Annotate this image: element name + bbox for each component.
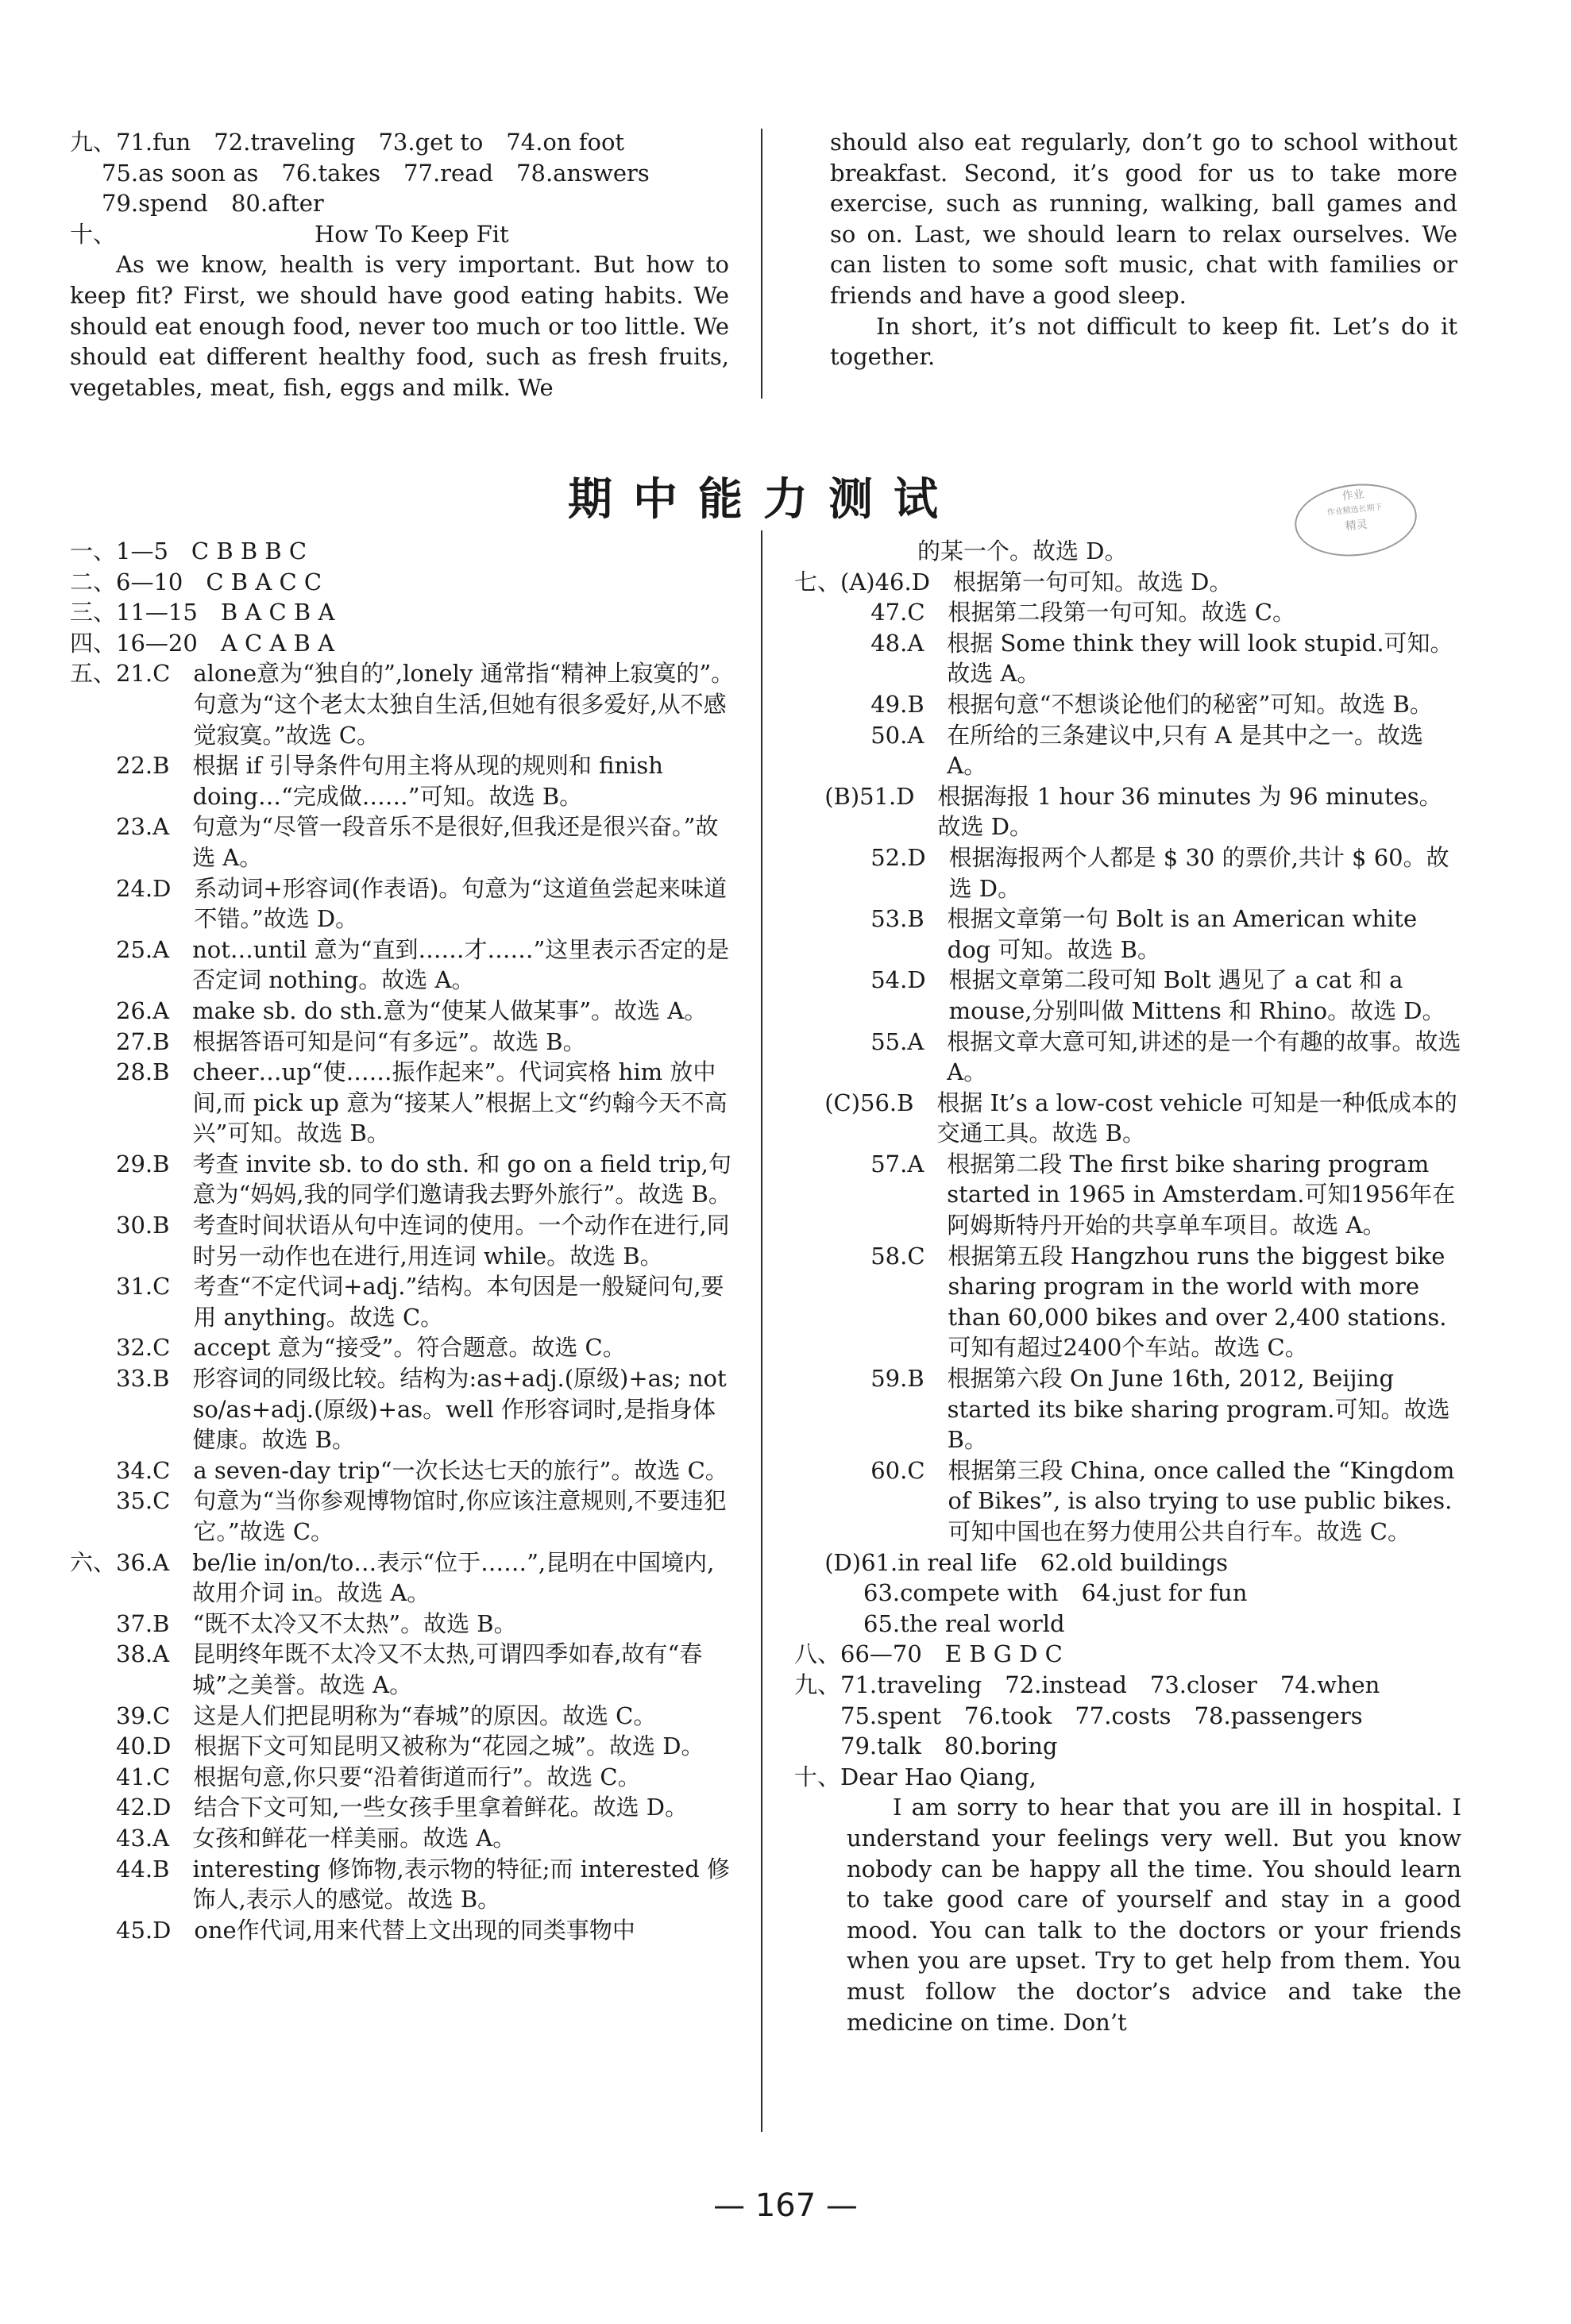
answer-explanation: one作代词,用来代替上文出现的同类事物中: [194, 1916, 635, 1944]
answer-item: [794, 1027, 1461, 1088]
continued-text: 的某一个。故选 D。: [917, 538, 1128, 565]
answer-label: 34.C: [70, 1456, 194, 1484]
answer-item: [70, 1486, 737, 1547]
answer-explanation: 1—5 C B B B C: [116, 538, 307, 565]
answer-item: [794, 781, 1461, 842]
answer-item: [794, 720, 1461, 781]
answer-label: 三、: [70, 599, 117, 626]
answer-explanation: 根据第一句可知。故选 D。: [952, 568, 1233, 595]
answer-label: 49.B: [794, 690, 948, 718]
essay-right-text: should also eat regularly, don’t go to school without breakfast. Second, it’s good for us to take more exercise, such as running, walking, ball games and so on. Last, we should learn to relax ourselves. We can listen to some soft music, chat with families or friends and have a good sleep.: [830, 129, 1457, 309]
answer-explanation: 根据第六段 On June 16th, 2012, Beijing started its bike sharing program.可知。故选 B。: [947, 1365, 1450, 1454]
answer-explanation: 根据 It’s a low-cost vehicle 可知是一种低成本的交通工具。故选 B。: [936, 1089, 1457, 1147]
answer-label: 39.C: [70, 1702, 194, 1729]
answer-label: 40.D: [70, 1732, 195, 1760]
answer-item: [794, 904, 1461, 965]
answer-label: 27.B: [70, 1027, 193, 1055]
answer-label: 22.B: [70, 752, 193, 780]
answer-explanation: 句意为“尽管一段音乐不是很好,但我还是很兴奋。”故选 A。: [192, 813, 719, 871]
top-right-column: [830, 127, 1457, 372]
answer-item: [70, 873, 737, 935]
answer-label: 41.C: [70, 1763, 194, 1790]
answer-item: [70, 567, 737, 598]
answer-item: [70, 1455, 737, 1486]
answer-label: 23.A: [70, 813, 193, 841]
answer-label: (B)51.D: [794, 782, 938, 810]
answer-label: 60.C: [794, 1456, 948, 1484]
answer-label: 28.B: [70, 1058, 193, 1086]
answer-item: [70, 1823, 737, 1854]
answer-label: 43.A: [70, 1824, 193, 1852]
answer-label: 26.A: [70, 996, 193, 1024]
answer-label: 53.B: [794, 905, 948, 933]
answer-item: [70, 935, 737, 996]
answer-explanation: a seven-day trip“一次长达七天的旅行”。故选 C。: [193, 1456, 728, 1484]
column-divider-top: [761, 129, 762, 399]
answer-explanation: 根据句意,你只要“沿着街道而行”。故选 C。: [193, 1763, 641, 1790]
answer-item: [70, 1731, 737, 1762]
answer-explanation: make sb. do sth.意为“使某人做某事”。故选 A。: [192, 996, 708, 1024]
section9-line1: 九、71.fun 72.traveling 73.get to 74.on foot: [70, 129, 625, 156]
answer-label: 54.D: [794, 966, 949, 994]
answer-item: [794, 1088, 1461, 1149]
answer-item: [70, 811, 737, 873]
answer-label: 32.C: [70, 1334, 194, 1362]
section7d-line1: (D)61.in real life 62.old buildings: [794, 1548, 1229, 1576]
answer-label: 45.D: [70, 1916, 195, 1944]
answer-explanation: 考查 invite sb. to do sth. 和 go on a field trip,句意为“妈妈,我的同学们邀请我去野外旅行”。故选 B。: [192, 1150, 731, 1208]
answer-item: [794, 1455, 1461, 1547]
answer-explanation: 根据 Some think they will look stupid.可知。故选 A。: [947, 629, 1453, 688]
answer-explanation: 昆明终年既不太冷又不太热,可谓四季如春,故有“春城”之美誉。故选 A。: [192, 1640, 703, 1698]
answer-explanation: 女孩和鲜花一样美丽。故选 A。: [192, 1824, 516, 1852]
answer-label: 二、: [70, 568, 117, 595]
letter-body: I am sorry to hear that you are ill in hospital. I understand your feelings very well. But you know nobody can be happy all the time. You should learn to take good care of yourself and stay in a good mood. You can talk to the doctors or your friends when you are upset. Try to get help from them. You must follow the doctor’s advice and take the medicine on time. Don’t: [847, 1794, 1461, 2036]
answer-label: 30.B: [70, 1212, 193, 1239]
section7d-line2: 63.compete with 64.just for fun: [794, 1579, 1248, 1607]
answer-explanation: 根据下文可知昆明又被称为“花园之城”。故选 D。: [194, 1732, 704, 1760]
essay-title-row: [70, 219, 729, 250]
answer-item: [70, 1854, 737, 1915]
answer-item: [70, 1027, 737, 1058]
answer-item: [794, 628, 1461, 689]
answer-label: 47.C: [794, 599, 948, 626]
answer-explanation: 结合下文可知,一些女孩手里拿着鲜花。故选 D。: [194, 1794, 689, 1821]
answer-explanation: 根据海报两个人都是 $ 30 的票价,共计 $ 60。故选 D。: [948, 843, 1449, 902]
answer-item: [794, 567, 1461, 598]
section7d-line3: 65.the real world: [794, 1609, 1065, 1637]
answer-explanation: 在所给的三条建议中,只有 A 是其中之一。故选 A。: [947, 721, 1423, 780]
answer-explanation: 根据 if 引导条件句用主将从现的规则和 finish doing…“完成做……”可知。故选 B。: [192, 752, 663, 810]
answer-explanation: 根据文章大意可知,讲述的是一个有趣的故事。故选 A。: [947, 1027, 1461, 1086]
answer-item: [70, 597, 737, 628]
answer-explanation: 形容词的同级比较。结构为:as+adj.(原级)+as; not so/as+adj.(原级)+as。well 作形容词时,是指身体健康。故选 B。: [192, 1365, 727, 1454]
answer-label: 35.C: [70, 1487, 194, 1515]
answer-item: [70, 536, 737, 567]
answer-item: [70, 1609, 737, 1640]
answer-item: [70, 1701, 737, 1732]
answer-explanation: 根据第二段 The first bike sharing program started in 1965 in Amsterdam.可知1956年在阿姆斯特丹开始的共享单车项目。故选 A。: [947, 1150, 1456, 1239]
answer-explanation: 根据第三段 China, once called the “Kingdom of Bikes”, is also trying to use public bikes. 可知中国也在努力使用公共自行车。故选 C。: [948, 1456, 1455, 1545]
answer-label: 38.A: [70, 1640, 193, 1668]
answer-item: [70, 996, 737, 1027]
answer-item: [70, 1210, 737, 1271]
answer-item: [70, 1639, 737, 1700]
answer-explanation: interesting 修饰物,表示物的特征;而 interested 修饰人,表示人的感觉。故选 B。: [192, 1855, 730, 1914]
answer-label: 48.A: [794, 629, 948, 657]
answer-explanation: 根据文章第一句 Bolt is an American white dog 可知。故选 B。: [947, 905, 1418, 963]
answer-explanation: 11—15 B A C B A: [116, 599, 335, 626]
stamp-seal: 作业 作业精选长期下 精灵: [1291, 478, 1421, 562]
answer-item: [794, 1149, 1461, 1241]
answer-label: 24.D: [70, 874, 195, 902]
answer-explanation: 根据海报 1 hour 36 minutes 为 96 minutes。故选 D。: [937, 782, 1442, 841]
answer-item: [70, 1271, 737, 1332]
answer-explanation: 6—10 C B A C C: [116, 568, 322, 595]
answer-explanation: 根据文章第二段可知 Bolt 遇见了 a cat 和 a mouse,分别叫做 Mittens 和 Rhino。故选 D。: [948, 966, 1446, 1024]
answer-label: 52.D: [794, 843, 949, 871]
answer-item: [70, 1792, 737, 1823]
answer-label: 四、: [70, 629, 117, 657]
essay-left-text: As we know, health is very important. But how to keep fit? First, we should have good eating habits. We should eat enough food, never too much or too little. We should eat different healthy food, such as fresh fruits, vegetables, meat, fish, eggs and milk. We: [70, 251, 729, 401]
answer-explanation: 考查时间状语从句中连词的使用。一个动作在进行,同时另一动作也在进行,用连词 while。故选 B。: [192, 1212, 730, 1270]
answer-label: 五、21.C: [70, 660, 194, 688]
answer-explanation: 考查“不定代词+adj.”结构。本句因是一般疑问句,要用 anything。故选 C。: [193, 1273, 724, 1331]
answer-explanation: 16—20 A C A B A: [116, 629, 335, 657]
answer-label: 50.A: [794, 721, 948, 749]
answer-item: [70, 658, 737, 750]
answer-label: 29.B: [70, 1150, 193, 1177]
essay-conclusion: In short, it’s not difficult to keep fit. Let’s do it together.: [830, 312, 1457, 371]
answer-item: [794, 1241, 1461, 1363]
answer-label: 55.A: [794, 1027, 948, 1055]
answer-item: [70, 1547, 737, 1609]
answer-item: [70, 628, 737, 659]
answer-explanation: 根据答语可知是问“有多远”。故选 B。: [192, 1027, 586, 1055]
answer-label: 31.C: [70, 1273, 194, 1301]
answer-explanation: 根据句意“不想谈论他们的秘密”可知。故选 B。: [947, 690, 1433, 718]
answer-label: 58.C: [794, 1242, 948, 1270]
answer-label: (C)56.B: [794, 1089, 937, 1116]
answer-label: 37.B: [70, 1609, 193, 1637]
section9-line3: 79.spend 80.after: [102, 190, 324, 218]
answer-item: [70, 1762, 737, 1793]
answer-explanation: 这是人们把昆明称为“春城”的原因。故选 C。: [193, 1702, 657, 1729]
answer-explanation: 根据第五段 Hangzhou runs the biggest bike sharing program in the world with more than 60,000 bikes and over 2,400 stations. 可知有超过2400个车站。故选 C。: [948, 1242, 1447, 1362]
answer-item: [794, 965, 1461, 1026]
answer-explanation: not…until 意为“直到……才……”这里表示否定的是否定词 nothing。故选 A。: [192, 935, 730, 994]
answer-item: [70, 1332, 737, 1363]
answer-item: [70, 1149, 737, 1210]
answer-explanation: alone意为“独自的”,lonely 通常指“精神上寂寞的”。句意为“这个老太太独自生活,但她有很多爱好,从不感觉寂寞。”故选 C。: [193, 660, 735, 749]
top-left-column: [70, 127, 729, 403]
answer-explanation: “既不太冷又不太热”。故选 B。: [192, 1609, 517, 1637]
answer-explanation: 系动词+形容词(作表语)。句意为“这道鱼尝起来味道不错。”故选 D。: [194, 874, 728, 933]
answer-label: 33.B: [70, 1365, 193, 1393]
answer-explanation: accept 意为“接受”。符合题意。故选 C。: [193, 1334, 626, 1362]
answer-item: [70, 1363, 737, 1455]
answer-label: 六、36.A: [70, 1548, 193, 1576]
answer-label: 59.B: [794, 1365, 948, 1393]
answer-explanation: cheer…up“使……振作起来”。代词宾格 him 放中间,而 pick up 意为“接某人”根据上文“约翰今天不高兴”可知。故选 B。: [192, 1058, 728, 1147]
left-answer-column: [70, 536, 737, 1945]
letter-greeting-row: [794, 1762, 1461, 1793]
essay-title: How To Keep Fit: [315, 220, 509, 248]
right-answer-column: [794, 536, 1461, 2037]
answer-item: [794, 1363, 1461, 1455]
answer-label: 57.A: [794, 1150, 948, 1177]
answer-label: 一、: [70, 538, 117, 565]
section9-line2: 75.spent 76.took 77.costs 78.passengers: [794, 1702, 1363, 1729]
answer-label: 25.A: [70, 935, 193, 963]
letter-greeting: Dear Hao Qiang,: [840, 1763, 1036, 1790]
answer-label: 七、(A)46.D: [794, 568, 953, 595]
answer-item: [70, 750, 737, 811]
page-number: — 167 —: [713, 2187, 858, 2224]
answer-item: [70, 1057, 737, 1149]
answer-label: 42.D: [70, 1794, 195, 1821]
page-title: 期中能力测试: [568, 474, 959, 526]
answer-item: [70, 1915, 737, 1946]
section10-label: 十、: [70, 220, 117, 248]
answer-explanation: be/lie in/on/to…表示“位于……”,昆明在中国境内,故用介词 in。故选 A。: [192, 1548, 715, 1607]
column-divider-main: [761, 530, 762, 2132]
section10-label: 十、: [794, 1763, 841, 1790]
answer-label: 44.B: [70, 1855, 193, 1883]
section9-line1: 九、71.traveling 72.instead 73.closer 74.when: [794, 1671, 1380, 1698]
answer-item: [794, 842, 1461, 904]
answer-explanation: 根据第二段第一句可知。故选 C。: [948, 599, 1295, 626]
right-answer-list: [794, 567, 1461, 1547]
section9-line3: 79.talk 80.boring: [794, 1732, 1058, 1760]
answer-item: [794, 597, 1461, 628]
answer-item: [794, 689, 1461, 720]
section8-answers: 八、66—70 E B G D C: [794, 1640, 1063, 1668]
answer-explanation: 句意为“当你参观博物馆时,你应该注意规则,不要违犯它。”故选 C。: [193, 1487, 727, 1545]
section9-line2: 75.as soon as 76.takes 77.read 78.answers: [102, 159, 650, 187]
